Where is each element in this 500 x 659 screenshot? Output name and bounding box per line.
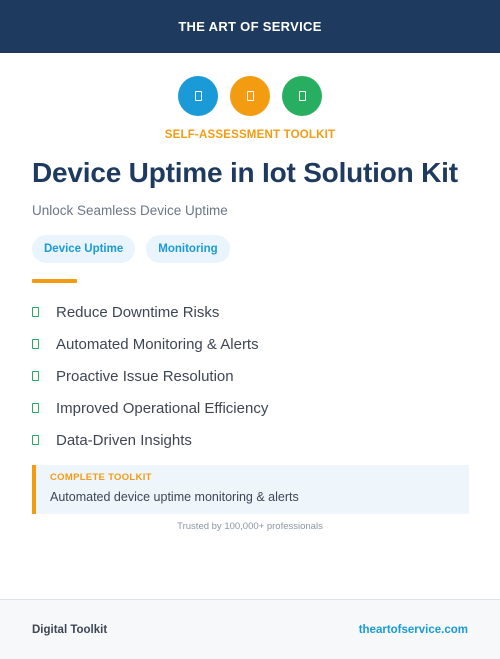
tag-monitoring[interactable]: Monitoring	[146, 235, 229, 263]
tag-list	[32, 235, 230, 263]
document-icon-green	[282, 76, 322, 116]
toolkit-callout	[32, 465, 469, 514]
benefit-label: Proactive Issue Resolution	[56, 367, 234, 385]
document-icon	[299, 91, 306, 101]
document-icon-blue	[178, 76, 218, 116]
list-item	[32, 360, 268, 392]
header-bar	[0, 0, 500, 53]
benefit-label: Reduce Downtime Risks	[56, 303, 220, 321]
icon-row	[0, 76, 500, 116]
benefit-list	[32, 296, 268, 456]
tag-device-uptime[interactable]: Device Uptime	[32, 235, 135, 263]
benefit-label: Automated Monitoring & Alerts	[56, 335, 259, 353]
list-item	[32, 392, 268, 424]
document-icon	[195, 91, 202, 101]
checkbox-icon	[32, 371, 39, 381]
checkbox-icon	[32, 403, 39, 413]
checkbox-icon	[32, 339, 39, 349]
benefit-label: Improved Operational Efficiency	[56, 399, 269, 417]
document-icon	[247, 91, 254, 101]
website-link[interactable]: theartofservice.com	[358, 623, 468, 636]
checkbox-icon	[32, 307, 39, 317]
toolkit-kicker: SELF-ASSESSMENT TOOLKIT	[164, 129, 336, 141]
list-item	[32, 296, 268, 328]
checkbox-icon	[32, 435, 39, 445]
brand-title: THE ART OF SERVICE	[178, 19, 322, 34]
list-item	[32, 328, 268, 360]
accent-divider	[32, 279, 77, 283]
page-title: Device Uptime in Iot Solution Kit	[32, 157, 458, 188]
footer-bar	[0, 599, 500, 659]
callout-kicker: COMPLETE TOOLKIT	[50, 472, 152, 483]
document-icon-orange	[230, 76, 270, 116]
footer-label: Digital Toolkit	[32, 623, 108, 636]
list-item	[32, 424, 268, 456]
benefit-label: Data-Driven Insights	[56, 431, 192, 449]
page-subtitle: Unlock Seamless Device Uptime	[32, 203, 228, 218]
trust-statement: Trusted by 100,000+ professionals	[177, 521, 323, 532]
callout-text: Automated device uptime monitoring & alerts	[50, 490, 299, 504]
